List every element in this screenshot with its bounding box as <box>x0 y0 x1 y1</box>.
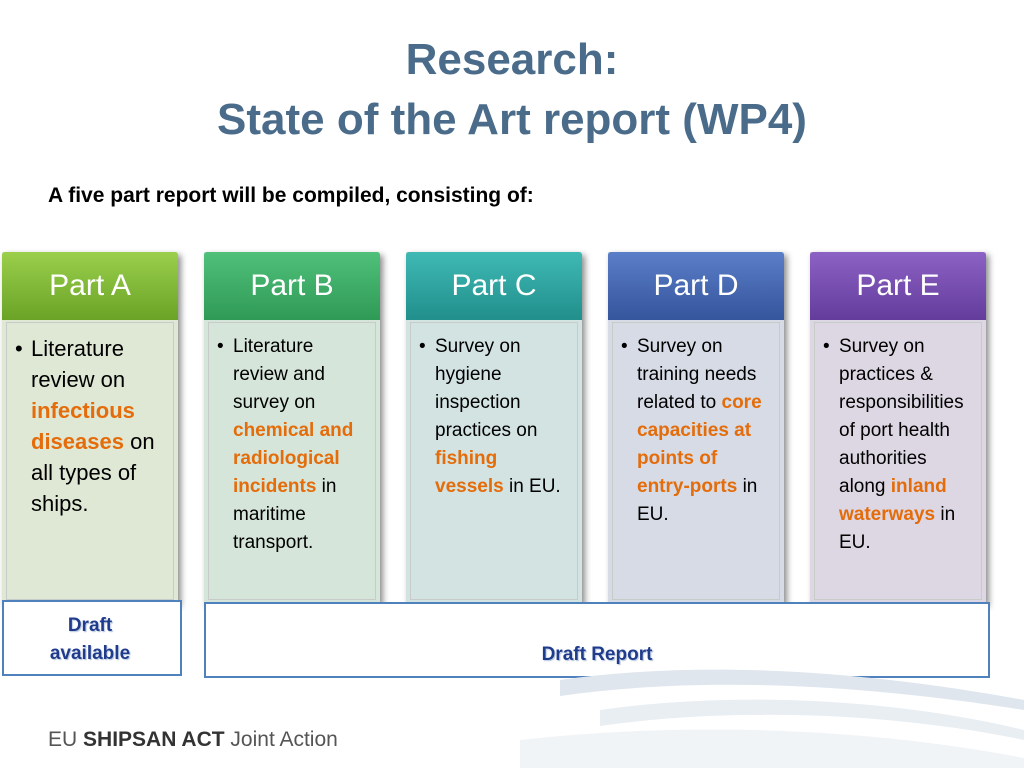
bullet-marker: • <box>419 336 426 357</box>
slide-title <box>0 30 1024 150</box>
part-text <box>435 333 571 501</box>
text-segment: in EU. <box>503 476 561 497</box>
text-segment: Survey on hygiene inspection practices on <box>435 336 538 441</box>
bullet-marker: • <box>621 336 628 357</box>
part-description <box>208 322 376 600</box>
highlighted-text: infectious diseases <box>31 398 135 454</box>
part-card <box>810 252 986 604</box>
part-description <box>6 322 174 600</box>
highlighted-text: fishing vessels <box>435 448 504 497</box>
part-text <box>839 333 975 557</box>
part-heading: Part A <box>2 252 178 320</box>
highlighted-text: inland waterways <box>839 476 947 525</box>
part-text <box>31 333 167 519</box>
bullet-marker: • <box>823 336 830 357</box>
part-heading: Part E <box>810 252 986 320</box>
footer-brand <box>48 728 338 752</box>
text-segment: Survey on training needs related to <box>637 336 757 413</box>
text-segment: Survey on practices & responsibilities of port health authorities along <box>839 336 964 497</box>
part-description <box>612 322 780 600</box>
highlighted-text: chemical and radiological incidents <box>233 420 354 497</box>
part-card <box>406 252 582 604</box>
footer-prefix: EU <box>48 728 84 751</box>
part-description <box>410 322 578 600</box>
part-card <box>608 252 784 604</box>
text-segment: Literature review and survey on <box>233 336 325 413</box>
highlighted-text: core capacities at points of entry-ports <box>637 392 762 497</box>
footer-brand-name: SHIPSAN ACT <box>83 728 225 751</box>
part-text <box>637 333 773 529</box>
part-card <box>2 252 178 604</box>
part-card <box>204 252 380 604</box>
part-text <box>233 333 369 557</box>
part-heading: Part B <box>204 252 380 320</box>
text-segment: on all types of ships. <box>31 429 155 516</box>
draft-report-label: Draft Report <box>541 644 653 665</box>
slide-subtitle: A five part report will be compiled, consisting of: <box>48 184 534 207</box>
title-line-1: Research: <box>405 35 619 84</box>
bullet-marker: • <box>217 336 224 357</box>
title-line-2: State of the Art report (WP4) <box>217 95 807 144</box>
bullet-marker: • <box>15 336 23 361</box>
text-segment: in EU. <box>839 504 956 553</box>
text-segment: Literature review on <box>31 336 126 392</box>
text-segment: in EU. <box>637 476 758 525</box>
part-heading: Part C <box>406 252 582 320</box>
draft-available-label: Draft available <box>49 615 131 664</box>
footer-suffix: Joint Action <box>224 728 338 751</box>
text-segment: in maritime transport. <box>233 476 337 553</box>
part-description <box>814 322 982 600</box>
part-heading: Part D <box>608 252 784 320</box>
